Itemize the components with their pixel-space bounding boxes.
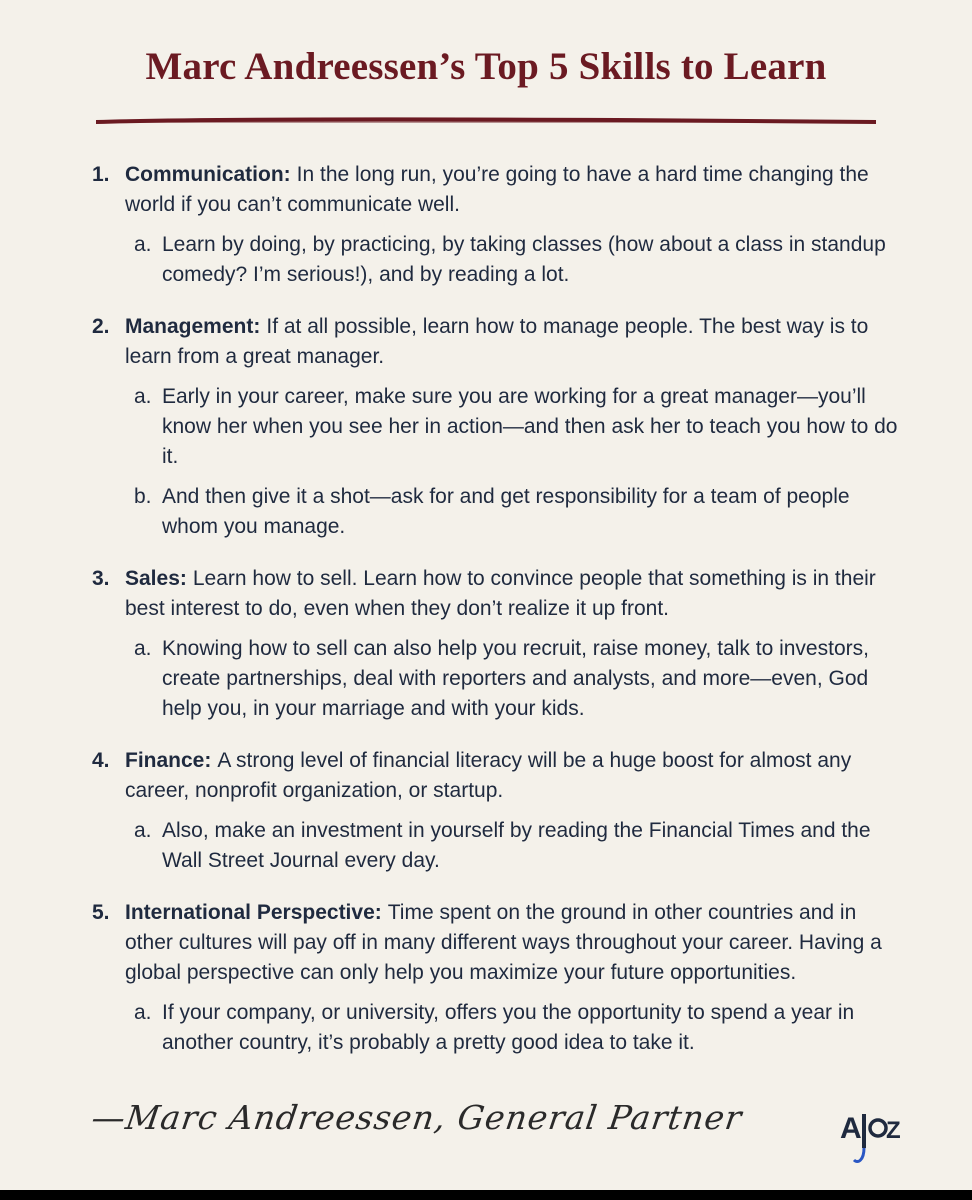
sub-point-letter: a. — [134, 819, 152, 842]
signature — [89, 1090, 792, 1150]
skill-number: 4. — [92, 749, 110, 772]
skill-text: Time spent on the ground in other countries and in other cultures will pay off in many different ways throughout your career. Having a global perspective can only help you maximize your future opportunities. — [125, 901, 882, 984]
skill-description — [125, 898, 902, 988]
sub-point-text: Knowing how to sell can also help you recruit, raise money, talk to investors, create partnerships, deal with reporters and analysts, and more—even, God help you, in your marriage and with your kids. — [162, 637, 869, 720]
skill-heading — [92, 312, 902, 372]
sub-point-text: If your company, or university, offers you the opportunity to spend a year in another country, it’s probably a pretty good idea to take it. — [162, 1001, 855, 1054]
skill-text: If at all possible, learn how to manage people. The best way is to learn from a great manager. — [125, 315, 869, 368]
skill-description — [125, 564, 902, 624]
skill-item — [92, 160, 902, 290]
sub-point-letter: b. — [134, 485, 152, 508]
title-divider — [96, 116, 876, 126]
skill-name: Sales: — [125, 567, 187, 590]
skill-item — [92, 312, 902, 542]
sub-point-text: Learn by doing, by practicing, by taking classes (how about a class in standup comedy? I’m serious!), and by reading a lot. — [162, 233, 886, 286]
skill-number: 1. — [92, 163, 110, 186]
skill-number: 5. — [92, 901, 110, 924]
sub-point-text: Also, make an investment in yourself by reading the Financial Times and the Wall Street Journal every day. — [162, 819, 871, 872]
sub-point — [134, 634, 902, 724]
skill-heading — [92, 564, 902, 624]
sub-point — [134, 230, 902, 290]
sub-point — [134, 998, 902, 1058]
skill-item — [92, 746, 902, 876]
skill-text: Learn how to sell. Learn how to convince people that something is in their best interest to do, even when they don’t realize it up front. — [125, 567, 876, 620]
skill-name: Finance: — [125, 749, 212, 772]
skill-description — [125, 312, 902, 372]
skill-item — [92, 564, 902, 724]
bottom-bar — [0, 1190, 972, 1200]
sub-point — [134, 816, 902, 876]
sub-point-letter: a. — [134, 637, 152, 660]
sub-point — [134, 482, 902, 542]
skill-item — [92, 898, 902, 1058]
skill-description — [125, 746, 902, 806]
signature-text: —Marc Andreessen, General Partner — [89, 1098, 745, 1137]
sub-point — [134, 382, 902, 472]
page-title: Marc Andreessen’s Top 5 Skills to Learn — [145, 45, 827, 88]
sub-point-letter: a. — [134, 233, 152, 256]
skill-heading — [92, 898, 902, 988]
skills-list — [92, 160, 902, 1080]
skill-number: 3. — [92, 567, 110, 590]
svg-text:A: A — [840, 1112, 862, 1145]
skill-number: 2. — [92, 315, 110, 338]
sub-point-text: And then give it a shot—ask for and get responsibility for a team of people whom you manage. — [162, 485, 850, 538]
svg-text:Z: Z — [886, 1117, 901, 1144]
skill-heading — [92, 746, 902, 806]
skill-text: A strong level of financial literacy will be a huge boost for almost any career, nonprofit organization, or startup. — [125, 749, 852, 802]
skill-name: International Perspective: — [125, 901, 382, 924]
skill-description — [125, 160, 902, 220]
a16z-logo — [836, 1100, 916, 1170]
skill-name: Communication: — [125, 163, 291, 186]
skill-name: Management: — [125, 315, 261, 338]
skill-heading — [92, 160, 902, 220]
sub-point-text: Early in your career, make sure you are working for a great manager—you’ll know her when you see her in action—and then ask her to teach you how to do it. — [162, 385, 898, 468]
sub-point-letter: a. — [134, 385, 152, 408]
sub-point-letter: a. — [134, 1001, 152, 1024]
skill-text: In the long run, you’re going to have a hard time changing the world if you can’t communicate well. — [125, 163, 869, 216]
